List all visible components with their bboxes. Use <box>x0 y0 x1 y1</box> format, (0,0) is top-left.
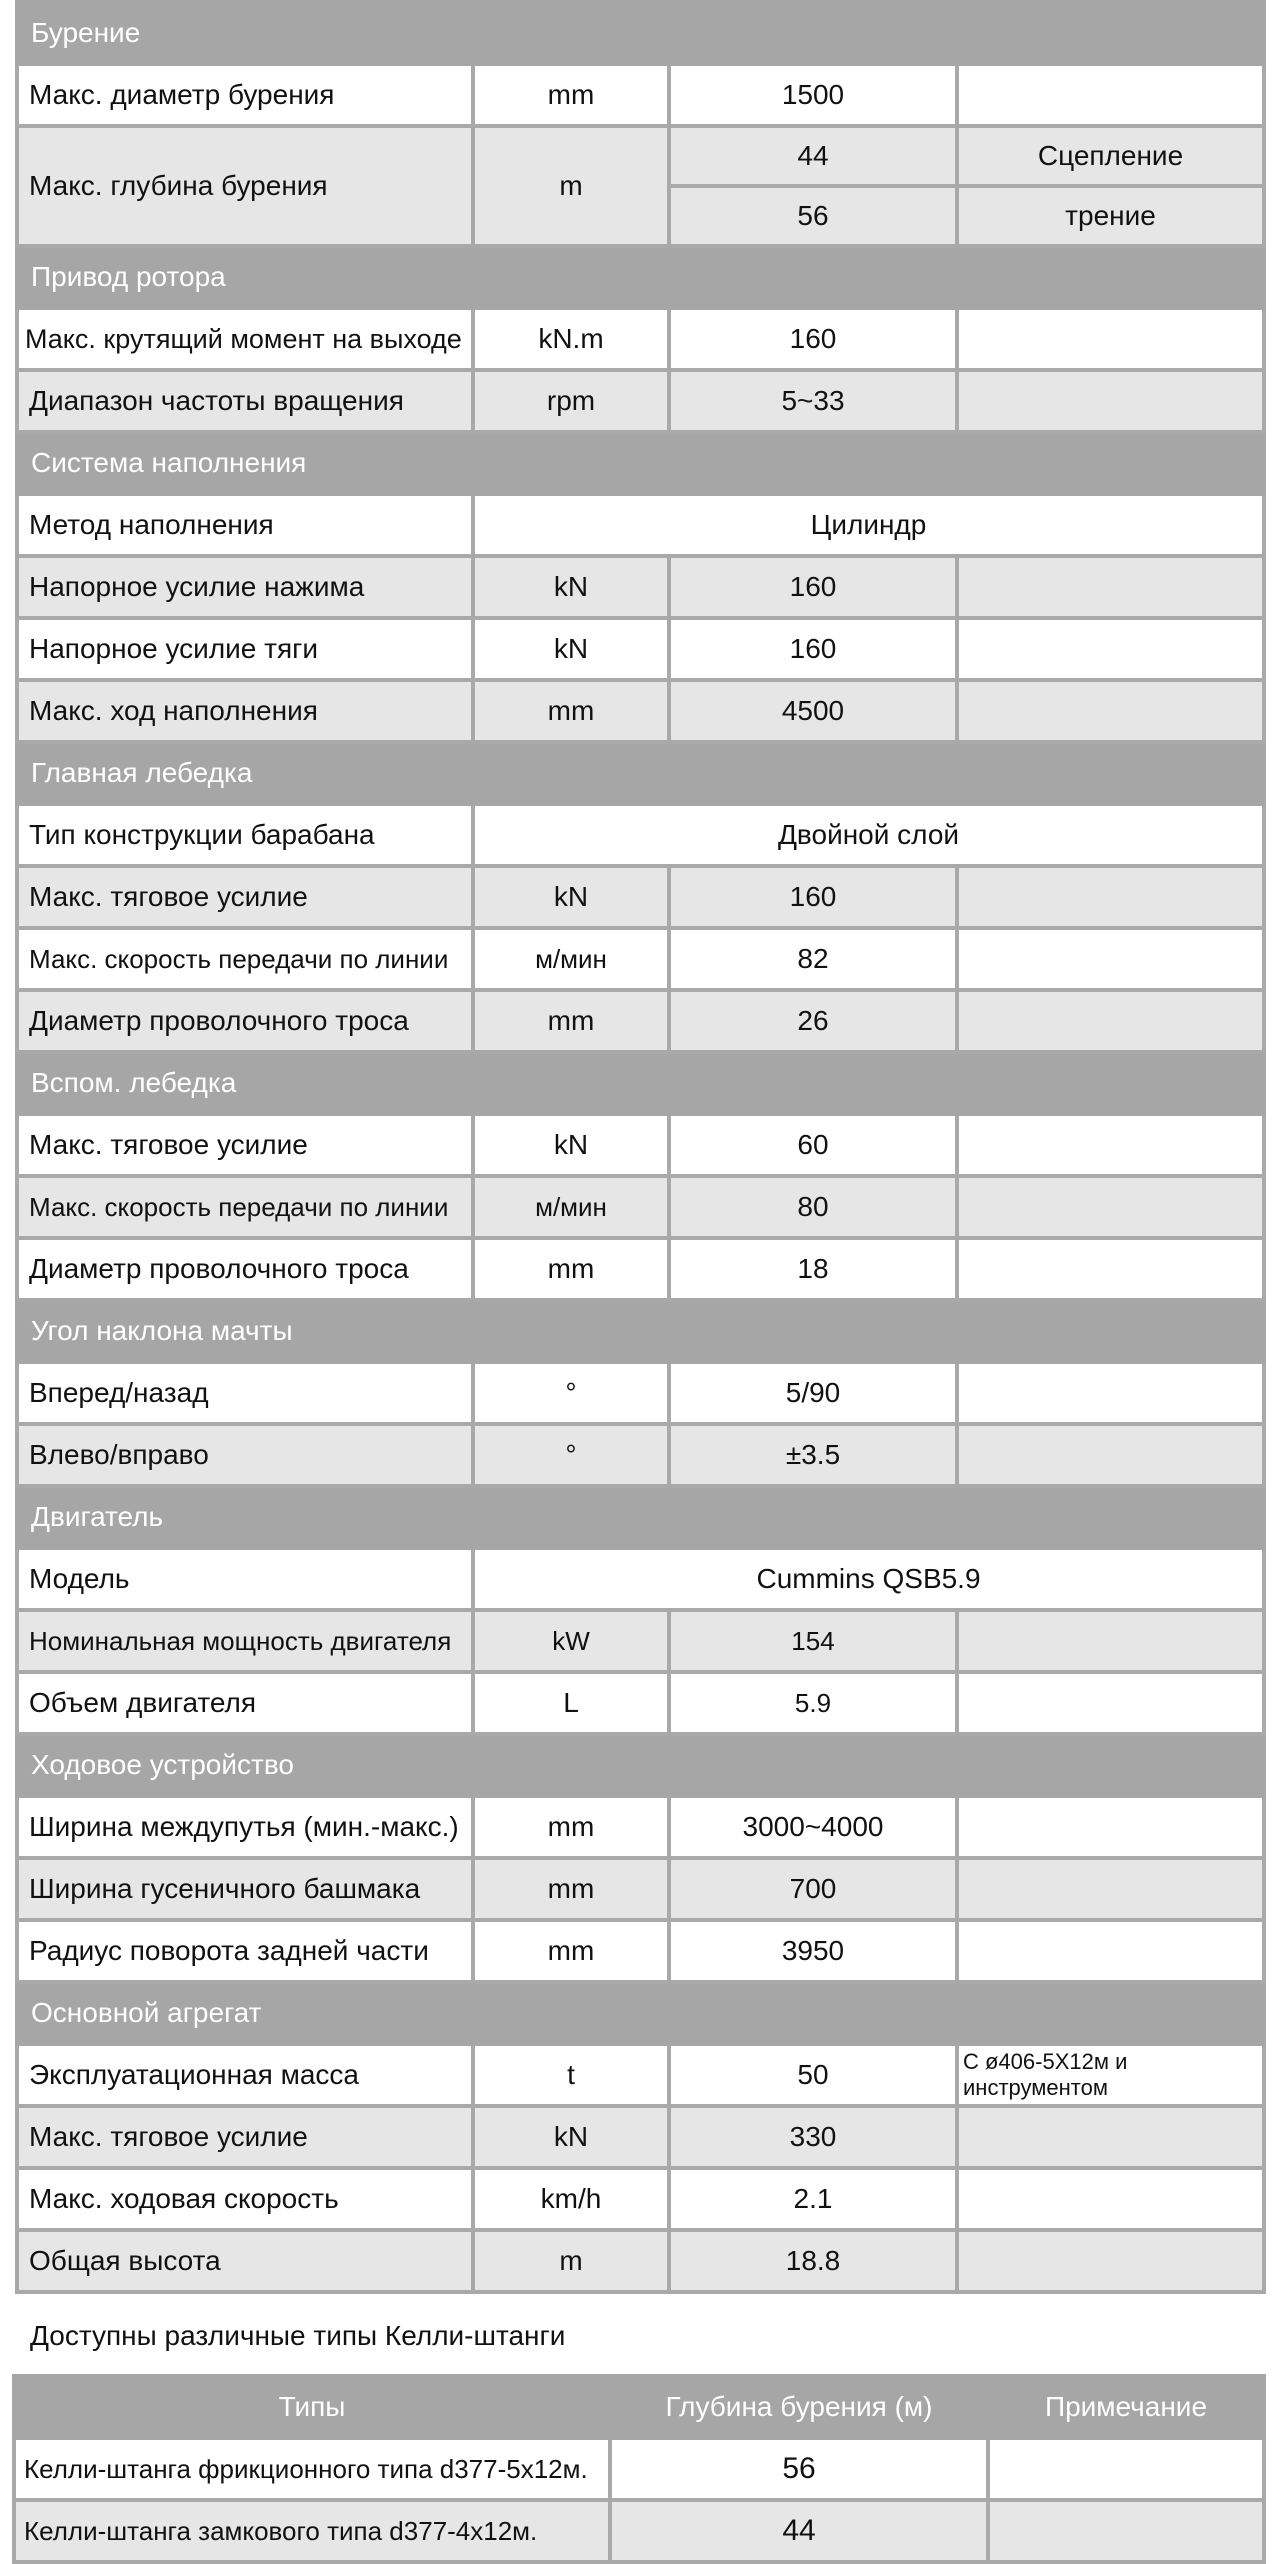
param-label: Макс. крутящий момент на выходе <box>17 308 473 370</box>
section-header-mast <box>17 1300 1264 1362</box>
section-title: Привод ротора <box>17 246 1264 308</box>
section-title: Основной агрегат <box>17 1982 1264 2044</box>
param-unit: m <box>473 126 669 246</box>
table-row <box>17 1238 1264 1300</box>
section-title: Система наполнения <box>17 432 1264 494</box>
table-row <box>17 804 1264 866</box>
param-note <box>957 370 1264 432</box>
param-value: 3000~4000 <box>669 1796 957 1858</box>
param-note <box>957 1672 1264 1734</box>
param-label: Макс. тяговое усилие <box>17 1114 473 1176</box>
param-value: 5~33 <box>669 370 957 432</box>
param-unit: ° <box>473 1362 669 1424</box>
param-note <box>957 1610 1264 1672</box>
param-unit: mm <box>473 64 669 126</box>
param-value: 160 <box>669 866 957 928</box>
kelly-table <box>12 2374 1266 2564</box>
table-row <box>17 618 1264 680</box>
param-label: Вперед/назад <box>17 1362 473 1424</box>
param-note: Сцепление <box>957 126 1264 186</box>
param-unit: rpm <box>473 370 669 432</box>
param-label: Макс. диаметр бурения <box>17 64 473 126</box>
table-row <box>17 556 1264 618</box>
param-label: Макс. глубина бурения <box>17 126 473 246</box>
param-label: Тип конструкции барабана <box>17 804 473 866</box>
section-title: Угол наклона мачты <box>17 1300 1264 1362</box>
table-row <box>17 990 1264 1052</box>
param-note <box>957 1796 1264 1858</box>
param-value: 26 <box>669 990 957 1052</box>
param-unit: mm <box>473 1858 669 1920</box>
param-value: 160 <box>669 618 957 680</box>
section-header-drilling <box>17 2 1264 64</box>
param-label: Диаметр проволочного троса <box>17 1238 473 1300</box>
param-note <box>957 928 1264 990</box>
table-row <box>17 1362 1264 1424</box>
section-header-aux-winch <box>17 1052 1264 1114</box>
param-note <box>957 1858 1264 1920</box>
param-note <box>957 2106 1264 2168</box>
param-note <box>957 2168 1264 2230</box>
param-value: 160 <box>669 556 957 618</box>
param-label: Метод наполнения <box>17 494 473 556</box>
table-row <box>17 308 1264 370</box>
kelly-type: Келли-штанга замкового типа d377-4x12м. <box>14 2500 610 2562</box>
table-row <box>17 126 1264 186</box>
param-unit: mm <box>473 1920 669 1982</box>
param-label: Макс. тяговое усилие <box>17 866 473 928</box>
section-title: Главная лебедка <box>17 742 1264 804</box>
table-row <box>17 1424 1264 1486</box>
table-row <box>14 2500 1264 2562</box>
param-value: 18.8 <box>669 2230 957 2292</box>
param-value: Cummins QSB5.9 <box>473 1548 1264 1610</box>
param-note: трение <box>957 186 1264 246</box>
section-header-crowd <box>17 432 1264 494</box>
param-label: Напорное усилие нажима <box>17 556 473 618</box>
param-value: Двойной слой <box>473 804 1264 866</box>
param-value: 82 <box>669 928 957 990</box>
table-row <box>17 494 1264 556</box>
param-note <box>957 64 1264 126</box>
param-note: С ø406-5X12м и инструментом <box>957 2044 1264 2106</box>
table-row <box>17 1858 1264 1920</box>
table-row <box>17 1610 1264 1672</box>
param-label: Объем двигателя <box>17 1672 473 1734</box>
param-note <box>957 1238 1264 1300</box>
param-label: Модель <box>17 1548 473 1610</box>
section-header-engine <box>17 1486 1264 1548</box>
column-header-depth: Глубина бурения (м) <box>610 2376 988 2438</box>
param-note <box>957 866 1264 928</box>
table-row <box>17 2168 1264 2230</box>
kelly-type: Келли-штанга фрикционного типа d377-5x12м. <box>14 2438 610 2500</box>
table-row <box>17 1114 1264 1176</box>
param-value: 2.1 <box>669 2168 957 2230</box>
param-value: ±3.5 <box>669 1424 957 1486</box>
param-value: 700 <box>669 1858 957 1920</box>
param-unit: mm <box>473 1238 669 1300</box>
param-note <box>957 2230 1264 2292</box>
param-label: Макс. тяговое усилие <box>17 2106 473 2168</box>
param-note <box>957 556 1264 618</box>
param-unit: mm <box>473 680 669 742</box>
param-unit: kN.m <box>473 308 669 370</box>
param-label: Радиус поворота задней части <box>17 1920 473 1982</box>
table-row <box>17 928 1264 990</box>
param-unit: м/мин <box>473 928 669 990</box>
table-row <box>17 1672 1264 1734</box>
section-header-main-winch <box>17 742 1264 804</box>
param-label: Ширина междупутья (мин.-макс.) <box>17 1796 473 1858</box>
param-value: 80 <box>669 1176 957 1238</box>
param-value: 160 <box>669 308 957 370</box>
param-unit: kN <box>473 618 669 680</box>
table-row <box>17 1548 1264 1610</box>
param-value: Цилиндр <box>473 494 1264 556</box>
kelly-note <box>988 2438 1264 2500</box>
param-unit: kW <box>473 1610 669 1672</box>
kelly-header-row <box>14 2376 1264 2438</box>
table-row <box>17 64 1264 126</box>
param-label: Диаметр проволочного троса <box>17 990 473 1052</box>
param-note <box>957 1920 1264 1982</box>
section-header-rotary <box>17 246 1264 308</box>
param-label: Ширина гусеничного башмака <box>17 1858 473 1920</box>
param-unit: t <box>473 2044 669 2106</box>
param-unit: ° <box>473 1424 669 1486</box>
table-row <box>17 2106 1264 2168</box>
table-row <box>17 1176 1264 1238</box>
column-header-type: Типы <box>14 2376 610 2438</box>
table-row <box>17 370 1264 432</box>
table-row <box>17 680 1264 742</box>
param-unit: mm <box>473 1796 669 1858</box>
section-title: Ходовое устройство <box>17 1734 1264 1796</box>
param-unit: kN <box>473 866 669 928</box>
section-title: Двигатель <box>17 1486 1264 1548</box>
table-row <box>14 2438 1264 2500</box>
param-label: Общая высота <box>17 2230 473 2292</box>
param-value: 50 <box>669 2044 957 2106</box>
section-header-base <box>17 1982 1264 2044</box>
param-label: Диапазон частоты вращения <box>17 370 473 432</box>
param-note <box>957 308 1264 370</box>
param-unit: mm <box>473 990 669 1052</box>
param-value: 5.9 <box>669 1672 957 1734</box>
kelly-note <box>988 2500 1264 2562</box>
param-label: Макс. ходовая скорость <box>17 2168 473 2230</box>
spec-table <box>15 0 1266 2294</box>
kelly-depth: 44 <box>610 2500 988 2562</box>
param-unit: km/h <box>473 2168 669 2230</box>
param-unit: m <box>473 2230 669 2292</box>
param-value: 18 <box>669 1238 957 1300</box>
param-value: 56 <box>669 186 957 246</box>
section-title: Вспом. лебедка <box>17 1052 1264 1114</box>
section-title: Бурение <box>17 2 1264 64</box>
param-note <box>957 1176 1264 1238</box>
table-row <box>17 1920 1264 1982</box>
param-label: Напорное усилие тяги <box>17 618 473 680</box>
param-label: Макс. ход наполнения <box>17 680 473 742</box>
param-value: 44 <box>669 126 957 186</box>
section-header-undercarriage <box>17 1734 1264 1796</box>
param-unit: kN <box>473 556 669 618</box>
table-row <box>17 1796 1264 1858</box>
table-row <box>17 2230 1264 2292</box>
table-row <box>17 2044 1264 2106</box>
param-unit: kN <box>473 1114 669 1176</box>
param-unit: м/мин <box>473 1176 669 1238</box>
param-label: Эксплуатационная масса <box>17 2044 473 2106</box>
param-label: Макс. скорость передачи по линии <box>17 1176 473 1238</box>
param-value: 1500 <box>669 64 957 126</box>
param-value: 60 <box>669 1114 957 1176</box>
param-label: Номинальная мощность двигателя <box>17 1610 473 1672</box>
param-value: 5/90 <box>669 1362 957 1424</box>
param-note <box>957 1114 1264 1176</box>
param-label: Макс. скорость передачи по линии <box>17 928 473 990</box>
param-note <box>957 680 1264 742</box>
param-value: 4500 <box>669 680 957 742</box>
param-value: 3950 <box>669 1920 957 1982</box>
param-note <box>957 1362 1264 1424</box>
param-unit: L <box>473 1672 669 1734</box>
param-value: 330 <box>669 2106 957 2168</box>
param-unit: kN <box>473 2106 669 2168</box>
param-label: Влево/вправо <box>17 1424 473 1486</box>
table-row <box>17 866 1264 928</box>
param-note <box>957 1424 1264 1486</box>
kelly-caption: Доступны различные типы Келли-штанги <box>30 2320 566 2351</box>
param-value: 154 <box>669 1610 957 1672</box>
column-header-note: Примечание <box>988 2376 1264 2438</box>
kelly-depth: 56 <box>610 2438 988 2500</box>
param-note <box>957 618 1264 680</box>
param-note <box>957 990 1264 1052</box>
